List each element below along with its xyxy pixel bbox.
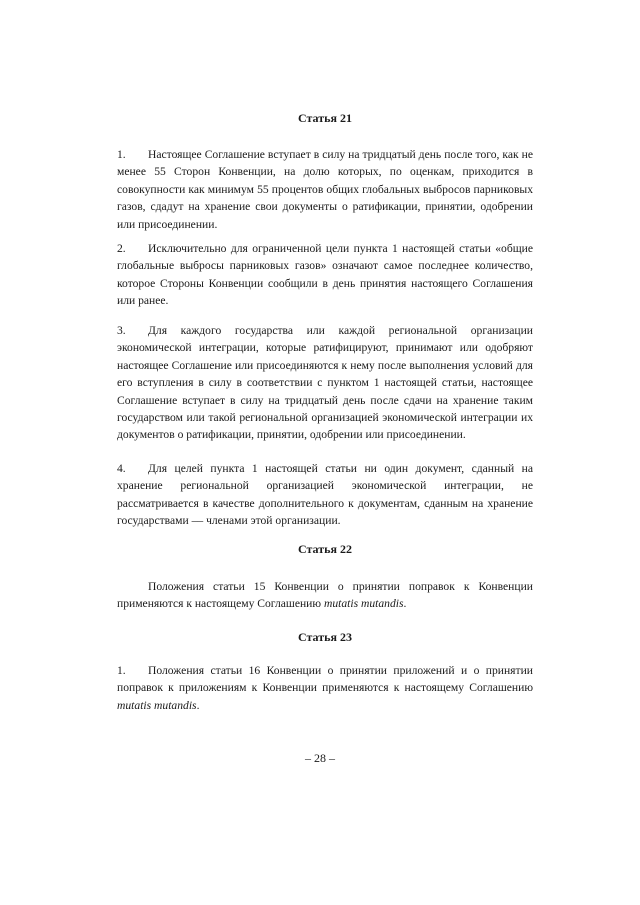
para-text: Исключительно для ограниченной цели пункта 1 настоящей статьи «общие глобальные выбросы парниковых газов» означают самое последнее количество, которое Стороны Конвенции сообщили в день принятия настоящего Соглашения или ранее. [117,242,533,308]
para-end: . [196,698,200,712]
article-21-heading: Статья 21 [298,111,352,125]
article-23-heading: Статья 23 [298,630,352,644]
para-text: Положения статьи 15 Конвенции о принятии поправок к Конвенции применяются к настоящему Соглашению [117,580,533,611]
article-23-para-1 [117,662,533,714]
page-number: – 28 – [305,751,335,765]
latin-phrase: mutatis mutandis [117,698,197,712]
para-number: 2. [117,242,126,255]
article-21-para-4 [117,460,533,530]
para-text: Положения статьи 16 Конвенции о принятии приложений и о принятии поправок к приложениям к Конвенции применяются к настоящему Соглашению [117,664,533,695]
article-22-para [117,578,533,613]
para-text: Для каждого государства или каждой региональной организации экономической интеграции, которые ратифицируют, принимают или одобряют настоящее Соглашение или присоединяются к нему после выполнения условий для его вступления в силу в соответствии с пунктом 1 настоящей статьи, настоящее Соглашение вступает в силу на тридцатый день после сдачи на хранение таким государством или такой региональной организацией экономической интеграции их документов о ратификации, принятии, одобрении или присоединении. [117,324,533,442]
para-end: . [403,597,407,611]
para-text: Для целей пункта 1 настоящей статьи ни один документ, сданный на хранение региональной организацией экономической интеграции, не рассматривается в качестве дополнительного к документам, сданным на хранение государствами –– членами этой организации. [117,462,533,528]
article-22-heading: Статья 22 [298,542,352,556]
para-number: 3. [117,324,126,337]
article-21-para-2 [117,240,533,310]
para-number: 1. [117,664,126,677]
article-21-para-3 [117,322,533,444]
para-text: Настоящее Соглашение вступает в силу на тридцатый день после того, как не менее 55 Сторон Конвенции, на долю которых, по оценкам, приходится в совокупности как минимум 55 процентов общих глобальных выбросов парниковых газов, сдадут на хранение свои документы о ратификации, принятии, одобрении или присоединении. [117,148,533,231]
para-number: 4. [117,462,126,475]
para-number: 1. [117,148,126,161]
latin-phrase: mutatis mutandis [323,597,404,611]
article-21-para-1 [117,146,533,233]
